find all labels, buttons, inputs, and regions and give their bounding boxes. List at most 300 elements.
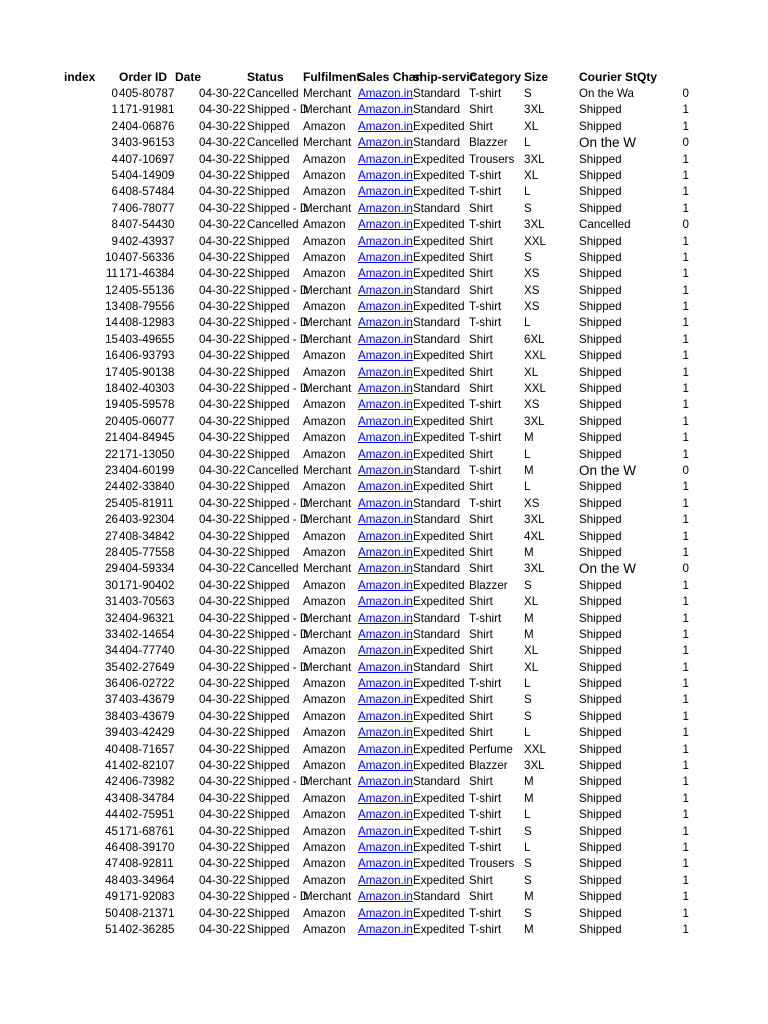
cell-fulfilment: Amazon	[303, 873, 346, 887]
table-row	[0, 381, 768, 397]
cell-index: 22	[105, 447, 118, 461]
cell-sales-channel[interactable]: Amazon.in	[358, 349, 413, 363]
cell-fulfilment: Merchant	[303, 332, 352, 346]
cell-fulfilment: Amazon	[303, 759, 346, 773]
cell-date: 04-30-22	[199, 480, 246, 494]
table-row	[0, 463, 768, 479]
cell-index: 10	[105, 250, 118, 264]
cell-date: 04-30-22	[199, 496, 246, 510]
cell-qty: 1	[682, 709, 689, 723]
cell-category: T-shirt	[469, 922, 502, 936]
cell-index: 11	[105, 267, 118, 281]
table-row	[0, 840, 768, 856]
cell-sales-channel[interactable]: Amazon.in	[358, 791, 413, 805]
cell-ship-service: Expedited	[413, 185, 465, 199]
cell-courier-status: On the Wa	[579, 87, 634, 100]
cell-order-id: 171-90402	[119, 578, 175, 592]
cell-category: Shirt	[469, 447, 493, 461]
cell-size: S	[524, 693, 532, 707]
cell-ship-service: Expedited	[413, 398, 465, 412]
header-size: Size	[524, 70, 549, 84]
cell-category: T-shirt	[469, 677, 502, 691]
cell-fulfilment: Amazon	[303, 529, 346, 543]
cell-fulfilment: Amazon	[303, 857, 346, 871]
cell-category: Shirt	[469, 545, 493, 559]
cell-fulfilment: Amazon	[303, 218, 346, 232]
table-row	[0, 447, 768, 463]
cell-date: 04-30-22	[199, 873, 246, 887]
cell-category: Shirt	[469, 382, 493, 396]
cell-sales-channel[interactable]: Amazon.in	[358, 840, 413, 854]
cell-status: Shipped - D	[247, 890, 309, 904]
cell-sales-channel[interactable]: Amazon.in	[358, 201, 413, 215]
cell-index: 43	[105, 791, 118, 805]
cell-sales-channel[interactable]: Amazon.in	[358, 562, 413, 576]
table-row	[0, 283, 768, 299]
cell-category: T-shirt	[469, 463, 502, 477]
cell-category: T-shirt	[469, 87, 502, 100]
cell-size: M	[524, 890, 534, 904]
cell-category: Trousers	[469, 857, 515, 871]
cell-ship-service: Expedited	[413, 365, 465, 379]
cell-fulfilment: Merchant	[303, 382, 352, 396]
cell-courier-status: Shipped	[579, 660, 622, 674]
cell-category: Shirt	[469, 480, 493, 494]
cell-category: T-shirt	[469, 300, 502, 314]
cell-sales-channel[interactable]: Amazon.in	[358, 906, 413, 920]
cell-courier-status: Shipped	[579, 332, 622, 346]
cell-sales-channel[interactable]: Amazon.in	[358, 742, 413, 756]
cell-status: Shipped	[247, 677, 290, 691]
cell-sales-channel[interactable]: Amazon.in	[358, 316, 413, 330]
cell-category: Shirt	[469, 250, 493, 264]
cell-date: 04-30-22	[199, 808, 246, 822]
cell-qty: 1	[682, 250, 689, 264]
cell-courier-status: Shipped	[579, 414, 622, 428]
cell-sales-channel[interactable]: Amazon.in	[358, 660, 413, 674]
cell-index: 29	[105, 562, 118, 576]
cell-courier-status: Shipped	[579, 890, 622, 904]
cell-courier-status: On the W	[579, 135, 637, 151]
cell-courier-status: Shipped	[579, 627, 622, 641]
cell-ship-service: Expedited	[413, 709, 465, 723]
cell-index: 19	[105, 398, 118, 412]
cell-sales-channel[interactable]: Amazon.in	[358, 824, 413, 838]
cell-sales-channel[interactable]: Amazon.in	[358, 463, 413, 477]
cell-fulfilment: Amazon	[303, 824, 346, 838]
cell-category: Shirt	[469, 267, 493, 281]
cell-category: Blazzer	[469, 759, 508, 773]
cell-ship-service: Standard	[413, 660, 461, 674]
cell-ship-service: Expedited	[413, 644, 465, 658]
cell-order-id: 403-92304	[119, 513, 175, 527]
cell-index: 33	[105, 627, 118, 641]
table-row	[0, 201, 768, 217]
header-status: Status	[247, 70, 284, 84]
cell-category: Shirt	[469, 644, 493, 658]
cell-status: Cancelled	[247, 87, 299, 100]
cell-category: T-shirt	[469, 316, 502, 330]
table-row	[0, 299, 768, 315]
cell-category: T-shirt	[469, 808, 502, 822]
cell-size: XL	[524, 595, 539, 609]
cell-qty: 1	[682, 496, 689, 510]
cell-order-id: 171-91981	[119, 103, 175, 117]
cell-category: Shirt	[469, 414, 493, 428]
cell-qty: 1	[682, 742, 689, 756]
cell-sales-channel[interactable]: Amazon.in	[358, 513, 413, 527]
cell-ship-service: Standard	[413, 496, 461, 510]
spreadsheet	[0, 68, 768, 938]
cell-index: 50	[105, 906, 118, 920]
cell-order-id: 407-10697	[119, 152, 175, 166]
cell-sales-channel[interactable]: Amazon.in	[358, 119, 413, 133]
cell-status: Shipped	[247, 267, 290, 281]
cell-courier-status: Shipped	[579, 349, 622, 363]
cell-index: 3	[111, 136, 118, 150]
cell-qty: 1	[682, 759, 689, 773]
cell-fulfilment: Amazon	[303, 480, 346, 494]
cell-qty: 1	[682, 660, 689, 674]
header-index: index	[64, 70, 96, 84]
cell-index: 30	[105, 578, 118, 592]
cell-sales-channel[interactable]: Amazon.in	[358, 922, 413, 936]
table-row	[0, 365, 768, 381]
cell-order-id: 406-73982	[119, 775, 175, 789]
cell-category: Shirt	[469, 709, 493, 723]
cell-ship-service: Standard	[413, 775, 461, 789]
cell-category: Shirt	[469, 234, 493, 248]
cell-size: 3XL	[524, 414, 545, 428]
cell-status: Shipped - D	[247, 775, 309, 789]
table-row	[0, 611, 768, 627]
cell-fulfilment: Amazon	[303, 840, 346, 854]
cell-courier-status: Cancelled	[579, 218, 631, 232]
cell-sales-channel[interactable]: Amazon.in	[358, 218, 413, 232]
cell-sales-channel[interactable]: Amazon.in	[358, 693, 413, 707]
cell-order-id: 407-54430	[119, 218, 175, 232]
cell-category: Shirt	[469, 332, 493, 346]
cell-category: Shirt	[469, 103, 493, 117]
cell-category: Blazzer	[469, 136, 508, 150]
cell-ship-service: Expedited	[413, 152, 465, 166]
table-row	[0, 430, 768, 446]
cell-qty: 1	[682, 627, 689, 641]
cell-order-id: 408-79556	[119, 300, 175, 314]
cell-sales-channel[interactable]: Amazon.in	[358, 873, 413, 887]
cell-index: 39	[105, 726, 118, 740]
cell-status: Shipped	[247, 234, 290, 248]
cell-index: 51	[105, 922, 118, 936]
cell-sales-channel[interactable]: Amazon.in	[358, 808, 413, 822]
cell-courier-status: Shipped	[579, 152, 622, 166]
cell-order-id: 402-36285	[119, 922, 175, 936]
cell-date: 04-30-22	[199, 775, 246, 789]
cell-status: Shipped	[247, 873, 290, 887]
cell-size: XS	[524, 300, 540, 314]
cell-courier-status: Shipped	[579, 742, 622, 756]
cell-index: 24	[105, 480, 118, 494]
cell-size: 3XL	[524, 152, 545, 166]
cell-index: 4	[111, 152, 118, 166]
cell-sales-channel[interactable]: Amazon.in	[358, 726, 413, 740]
cell-order-id: 408-34784	[119, 791, 175, 805]
cell-date: 04-30-22	[199, 595, 246, 609]
cell-courier-status: Shipped	[579, 857, 622, 871]
cell-category: T-shirt	[469, 840, 502, 854]
cell-date: 04-30-22	[199, 677, 246, 691]
cell-category: Shirt	[469, 627, 493, 641]
cell-courier-status: Shipped	[579, 480, 622, 494]
cell-courier-status: On the W	[579, 561, 637, 577]
cell-qty: 1	[682, 808, 689, 822]
cell-size: 3XL	[524, 562, 545, 576]
cell-fulfilment: Amazon	[303, 906, 346, 920]
cell-qty: 1	[682, 234, 689, 248]
cell-date: 04-30-22	[199, 218, 246, 232]
cell-index: 45	[105, 824, 118, 838]
cell-size: XXL	[524, 234, 546, 248]
cell-sales-channel[interactable]: Amazon.in	[358, 283, 413, 297]
cell-size: 6XL	[524, 332, 545, 346]
cell-status: Shipped	[247, 808, 290, 822]
cell-size: L	[524, 726, 531, 740]
cell-sales-channel[interactable]: Amazon.in	[358, 152, 413, 166]
cell-size: 3XL	[524, 513, 545, 527]
cell-qty: 1	[682, 529, 689, 543]
cell-size: XXL	[524, 742, 546, 756]
cell-status: Shipped - D	[247, 496, 309, 510]
cell-courier-status: Shipped	[579, 496, 622, 510]
cell-ship-service: Standard	[413, 201, 461, 215]
cell-courier-status: Shipped	[579, 824, 622, 838]
cell-index: 8	[111, 218, 118, 232]
cell-date: 04-30-22	[199, 562, 246, 576]
cell-fulfilment: Amazon	[303, 234, 346, 248]
cell-order-id: 403-96153	[119, 136, 175, 150]
cell-order-id: 405-55136	[119, 283, 175, 297]
cell-sales-channel[interactable]: Amazon.in	[358, 857, 413, 871]
cell-sales-channel[interactable]: Amazon.in	[358, 365, 413, 379]
cell-ship-service: Expedited	[413, 759, 465, 773]
cell-courier-status: Shipped	[579, 431, 622, 445]
cell-date: 04-30-22	[199, 414, 246, 428]
cell-qty: 1	[682, 382, 689, 396]
cell-index: 41	[105, 759, 118, 773]
cell-sales-channel[interactable]: Amazon.in	[358, 168, 413, 182]
cell-index: 36	[105, 677, 118, 691]
cell-date: 04-30-22	[199, 152, 246, 166]
cell-sales-channel[interactable]: Amazon.in	[358, 578, 413, 592]
cell-sales-channel[interactable]: Amazon.in	[358, 529, 413, 543]
cell-status: Shipped	[247, 906, 290, 920]
cell-index: 5	[111, 168, 118, 182]
cell-size: S	[524, 87, 532, 100]
cell-order-id: 405-77558	[119, 545, 175, 559]
cell-fulfilment: Amazon	[303, 693, 346, 707]
cell-size: XS	[524, 496, 540, 510]
cell-index: 12	[105, 283, 118, 297]
cell-date: 04-30-22	[199, 283, 246, 297]
cell-sales-channel[interactable]: Amazon.in	[358, 136, 413, 150]
cell-qty: 1	[682, 349, 689, 363]
cell-courier-status: Shipped	[579, 250, 622, 264]
cell-sales-channel[interactable]: Amazon.in	[358, 300, 413, 314]
table-row	[0, 561, 768, 577]
cell-sales-channel[interactable]: Amazon.in	[358, 382, 413, 396]
cell-courier-status: Shipped	[579, 103, 622, 117]
cell-status: Shipped	[247, 791, 290, 805]
cell-fulfilment: Merchant	[303, 136, 352, 150]
cell-ship-service: Standard	[413, 87, 461, 100]
cell-courier-status: Shipped	[579, 693, 622, 707]
cell-size: M	[524, 922, 534, 936]
cell-date: 04-30-22	[199, 840, 246, 854]
table-row	[0, 627, 768, 643]
cell-fulfilment: Amazon	[303, 300, 346, 314]
cell-size: L	[524, 677, 531, 691]
cell-qty: 1	[682, 152, 689, 166]
table-row	[0, 135, 768, 151]
cell-qty: 1	[682, 201, 689, 215]
cell-sales-channel[interactable]: Amazon.in	[358, 87, 413, 100]
cell-sales-channel[interactable]: Amazon.in	[358, 890, 413, 904]
cell-date: 04-30-22	[199, 250, 246, 264]
table-row	[0, 496, 768, 512]
cell-date: 04-30-22	[199, 660, 246, 674]
cell-index: 34	[105, 644, 118, 658]
cell-courier-status: Shipped	[579, 365, 622, 379]
cell-date: 04-30-22	[199, 349, 246, 363]
cell-sales-channel[interactable]: Amazon.in	[358, 398, 413, 412]
cell-size: XS	[524, 398, 540, 412]
cell-fulfilment: Amazon	[303, 742, 346, 756]
cell-sales-channel[interactable]: Amazon.in	[358, 447, 413, 461]
cell-fulfilment: Merchant	[303, 463, 352, 477]
cell-sales-channel[interactable]: Amazon.in	[358, 480, 413, 494]
table-row	[0, 250, 768, 266]
cell-courier-status: Shipped	[579, 447, 622, 461]
cell-date: 04-30-22	[199, 824, 246, 838]
cell-date: 04-30-22	[199, 627, 246, 641]
cell-sales-channel[interactable]: Amazon.in	[358, 414, 413, 428]
cell-ship-service: Expedited	[413, 808, 465, 822]
cell-courier-status: Shipped	[579, 595, 622, 609]
header-ship-service: ship-servic	[413, 70, 477, 84]
cell-qty: 1	[682, 168, 689, 182]
cell-fulfilment: Merchant	[303, 201, 352, 215]
cell-qty: 1	[682, 890, 689, 904]
cell-fulfilment: Amazon	[303, 398, 346, 412]
cell-sales-channel[interactable]: Amazon.in	[358, 759, 413, 773]
cell-index: 26	[105, 513, 118, 527]
cell-date: 04-30-22	[199, 431, 246, 445]
cell-sales-channel[interactable]: Amazon.in	[358, 595, 413, 609]
cell-order-id: 405-81911	[119, 496, 174, 510]
cell-fulfilment: Amazon	[303, 808, 346, 822]
cell-size: XL	[524, 660, 539, 674]
cell-ship-service: Standard	[413, 513, 461, 527]
cell-sales-channel[interactable]: Amazon.in	[358, 332, 413, 346]
cell-status: Shipped	[247, 545, 290, 559]
cell-sales-channel[interactable]: Amazon.in	[358, 709, 413, 723]
cell-size: M	[524, 791, 534, 805]
cell-size: S	[524, 201, 532, 215]
cell-date: 04-30-22	[199, 382, 246, 396]
cell-index: 6	[111, 185, 118, 199]
cell-sales-channel[interactable]: Amazon.in	[358, 267, 413, 281]
cell-date: 04-30-22	[199, 87, 246, 100]
cell-order-id: 171-92083	[119, 890, 175, 904]
cell-date: 04-30-22	[199, 300, 246, 314]
cell-ship-service: Expedited	[413, 922, 465, 936]
cell-category: Shirt	[469, 595, 493, 609]
cell-order-id: 402-82107	[119, 759, 175, 773]
cell-sales-channel[interactable]: Amazon.in	[358, 644, 413, 658]
cell-courier-status: Shipped	[579, 382, 622, 396]
cell-qty: 0	[682, 136, 689, 150]
cell-sales-channel[interactable]: Amazon.in	[358, 185, 413, 199]
cell-fulfilment: Amazon	[303, 349, 346, 363]
cell-sales-channel[interactable]: Amazon.in	[358, 775, 413, 789]
cell-order-id: 404-96321	[119, 611, 175, 625]
cell-status: Shipped	[247, 529, 290, 543]
cell-date: 04-30-22	[199, 332, 246, 346]
cell-sales-channel[interactable]: Amazon.in	[358, 677, 413, 691]
cell-size: 4XL	[524, 529, 545, 543]
cell-ship-service: Expedited	[413, 840, 465, 854]
cell-status: Cancelled	[247, 562, 299, 576]
cell-date: 04-30-22	[199, 136, 246, 150]
cell-courier-status: Shipped	[579, 234, 622, 248]
cell-category: Shirt	[469, 726, 493, 740]
cell-order-id: 405-06077	[119, 414, 175, 428]
cell-date: 04-30-22	[199, 119, 246, 133]
cell-order-id: 406-93793	[119, 349, 175, 363]
cell-sales-channel[interactable]: Amazon.in	[358, 611, 413, 625]
cell-date: 04-30-22	[199, 906, 246, 920]
cell-sales-channel[interactable]: Amazon.in	[358, 234, 413, 248]
cell-sales-channel[interactable]: Amazon.in	[358, 496, 413, 510]
cell-size: M	[524, 611, 534, 625]
cell-ship-service: Standard	[413, 332, 461, 346]
cell-sales-channel[interactable]: Amazon.in	[358, 103, 413, 117]
cell-ship-service: Expedited	[413, 873, 465, 887]
cell-size: XL	[524, 644, 539, 658]
cell-order-id: 171-13050	[119, 447, 175, 461]
cell-size: S	[524, 578, 532, 592]
cell-sales-channel[interactable]: Amazon.in	[358, 431, 413, 445]
cell-fulfilment: Merchant	[303, 283, 352, 297]
cell-qty: 1	[682, 267, 689, 281]
cell-ship-service: Expedited	[413, 447, 465, 461]
cell-size: S	[524, 250, 532, 264]
cell-order-id: 405-90138	[119, 365, 175, 379]
table-row	[0, 889, 768, 905]
cell-size: XXL	[524, 349, 546, 363]
cell-sales-channel[interactable]: Amazon.in	[358, 250, 413, 264]
cell-qty: 1	[682, 726, 689, 740]
cell-sales-channel[interactable]: Amazon.in	[358, 627, 413, 641]
cell-ship-service: Expedited	[413, 677, 465, 691]
cell-size: S	[524, 873, 532, 887]
cell-sales-channel[interactable]: Amazon.in	[358, 545, 413, 559]
header-order-id: Order ID	[119, 70, 168, 84]
table-row	[0, 578, 768, 594]
cell-date: 04-30-22	[199, 316, 246, 330]
cell-ship-service: Expedited	[413, 168, 465, 182]
cell-qty: 1	[682, 447, 689, 461]
